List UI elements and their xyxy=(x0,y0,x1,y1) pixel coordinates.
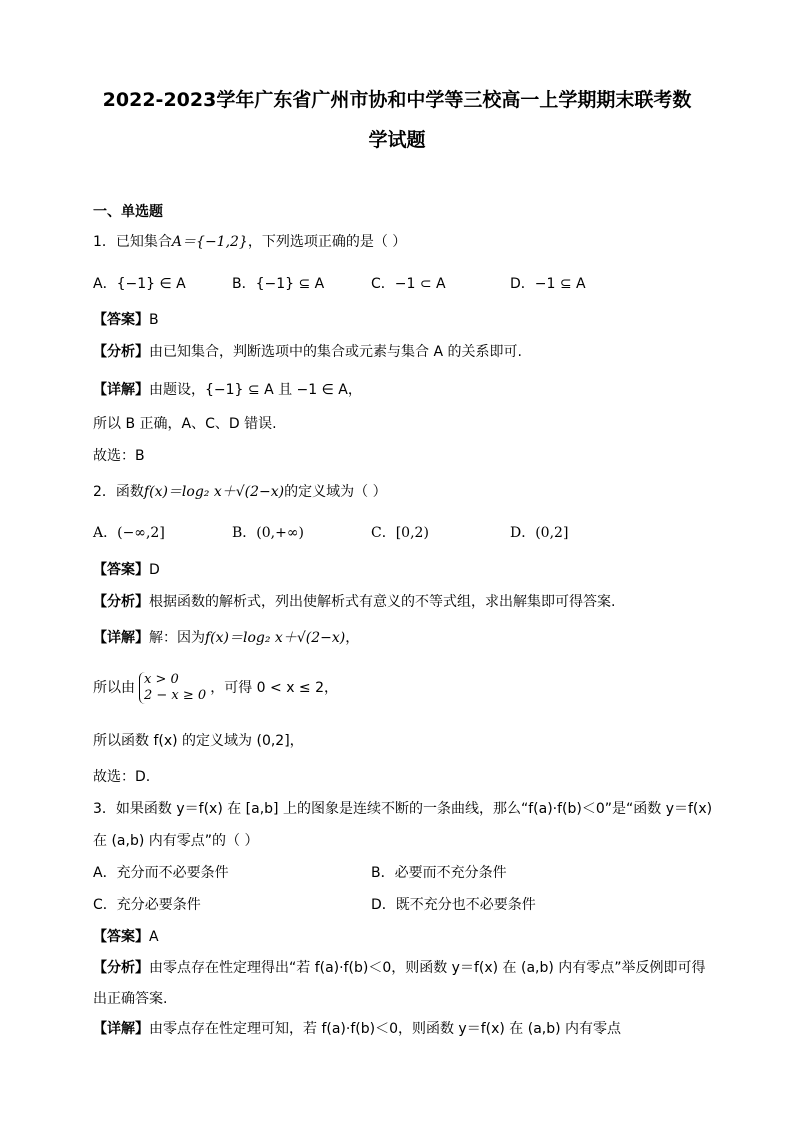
q2-choose: 故选：D. xyxy=(93,769,151,785)
q2-analysis-text: 根据函数的解析式，列出使解析式有意义的不等式组，求出解集即可得答案. xyxy=(149,594,616,610)
q3-detail xyxy=(93,1019,621,1039)
q2-option-a: A．(−∞,2] xyxy=(93,525,165,541)
q2-option-d: D．(0,2] xyxy=(510,525,569,541)
doc-title-line2: 学试题 xyxy=(368,129,426,151)
q1-analysis xyxy=(93,342,522,362)
q3-option-b: B．必要而不充分条件 xyxy=(371,865,507,881)
answer-tag: 【答案】 xyxy=(93,929,149,945)
detail-tag: 【详解】 xyxy=(93,630,149,646)
q1-detail-text: 由题设，{−1} ⊆ A 且 −1 ∈ A， xyxy=(149,382,362,398)
q1-stem-post: ，下列选项正确的是（ ） xyxy=(247,234,407,250)
q1-stem-pre: 1．已知集合 xyxy=(93,234,172,250)
q2-inequality-system xyxy=(93,672,338,704)
q1-option-d: D．−1 ⊆ A xyxy=(510,276,586,292)
q3-detail-text: 由零点存在性定理可知，若 f(a)·f(b)＜0，则函数 y＝f(x) 在 (a,b) 内有零点 xyxy=(149,1021,622,1037)
q2-detail xyxy=(93,628,359,648)
q3-answer xyxy=(93,927,159,947)
q1-detail xyxy=(93,380,362,400)
q1-answer-value: B xyxy=(149,312,159,328)
q1-option-b: B．{−1} ⊆ A xyxy=(232,276,325,292)
q2-answer-value: D xyxy=(149,562,160,578)
q2-option-b: B．(0,+∞) xyxy=(232,525,304,541)
q2-detail-math: f(x)＝log₂ x＋√(2−x) xyxy=(205,630,346,646)
inequality-brace xyxy=(139,672,206,704)
q2-stem-pre: 2．函数 xyxy=(93,484,144,500)
q2-detail-pre: 解：因为 xyxy=(149,630,205,646)
q1-analysis-text: 由已知集合，判断选项中的集合或元素与集合 A 的关系即可. xyxy=(149,344,522,360)
q2-stem-post: 的定义域为（ ） xyxy=(284,484,387,500)
q3-stem-line2: 在 (a,b) 内有零点”的（ ） xyxy=(93,833,259,849)
q2-analysis xyxy=(93,592,615,612)
q3-option-a: A．充分而不必要条件 xyxy=(93,865,229,881)
detail-tag: 【详解】 xyxy=(93,1021,149,1037)
q3-analysis-line1 xyxy=(93,958,706,978)
q3-option-c: C．充分必要条件 xyxy=(93,897,201,913)
q1-option-c: C．−1 ⊂ A xyxy=(371,276,446,292)
q2-sys-post: ，可得 0 < x ≤ 2， xyxy=(210,680,339,696)
analysis-tag: 【分析】 xyxy=(93,960,149,976)
q1-choose: 故选：B xyxy=(93,448,145,464)
q1-option-a: A．{−1} ∈ A xyxy=(93,276,186,292)
q2-stem-math: f(x)＝log₂ x＋√(2−x) xyxy=(143,484,285,500)
q2-detail-post: ， xyxy=(345,630,360,646)
q1-stem xyxy=(93,232,406,252)
q2-stem xyxy=(93,482,387,502)
answer-tag: 【答案】 xyxy=(93,562,149,578)
q2-sys-pre: 所以由 xyxy=(93,680,135,696)
q3-stem-line1: 3．如果函数 y＝f(x) 在 [a,b] 上的图象是连续不断的一条曲线，那么“f(a)·f(b)＜0”是“函数 y＝f(x) xyxy=(93,801,713,817)
q2-domain-result: 所以函数 f(x) 的定义域为 (0,2]， xyxy=(93,733,304,749)
analysis-tag: 【分析】 xyxy=(93,594,149,610)
q3-analysis-line2: 出正确答案. xyxy=(93,991,168,1007)
q2-sys-row1: x > 0 xyxy=(144,672,179,687)
q1-stem-math: A＝{−1,2} xyxy=(171,234,248,250)
analysis-tag: 【分析】 xyxy=(93,344,149,360)
answer-tag: 【答案】 xyxy=(93,312,149,328)
section-heading: 一、单选题 xyxy=(93,204,163,220)
doc-title-line1: 2022-2023学年广东省广州市协和中学等三校高一上学期期末联考数 xyxy=(102,89,692,111)
q2-sys-row2: 2 − x ≥ 0 xyxy=(144,688,207,703)
q2-option-c: C．[0,2) xyxy=(371,525,429,541)
q1-answer xyxy=(93,310,159,330)
detail-tag: 【详解】 xyxy=(93,382,149,398)
q3-option-d: D．既不充分也不必要条件 xyxy=(371,897,536,913)
q1-conclusion: 所以 B 正确，A、C、D 错误. xyxy=(93,416,277,432)
q2-answer xyxy=(93,560,160,580)
q3-answer-value: A xyxy=(149,929,159,945)
q3-analysis-text: 由零点存在性定理得出“若 f(a)·f(b)＜0，则函数 y＝f(x) 在 (a,b) 内有零点”举反例即可得 xyxy=(149,960,706,976)
